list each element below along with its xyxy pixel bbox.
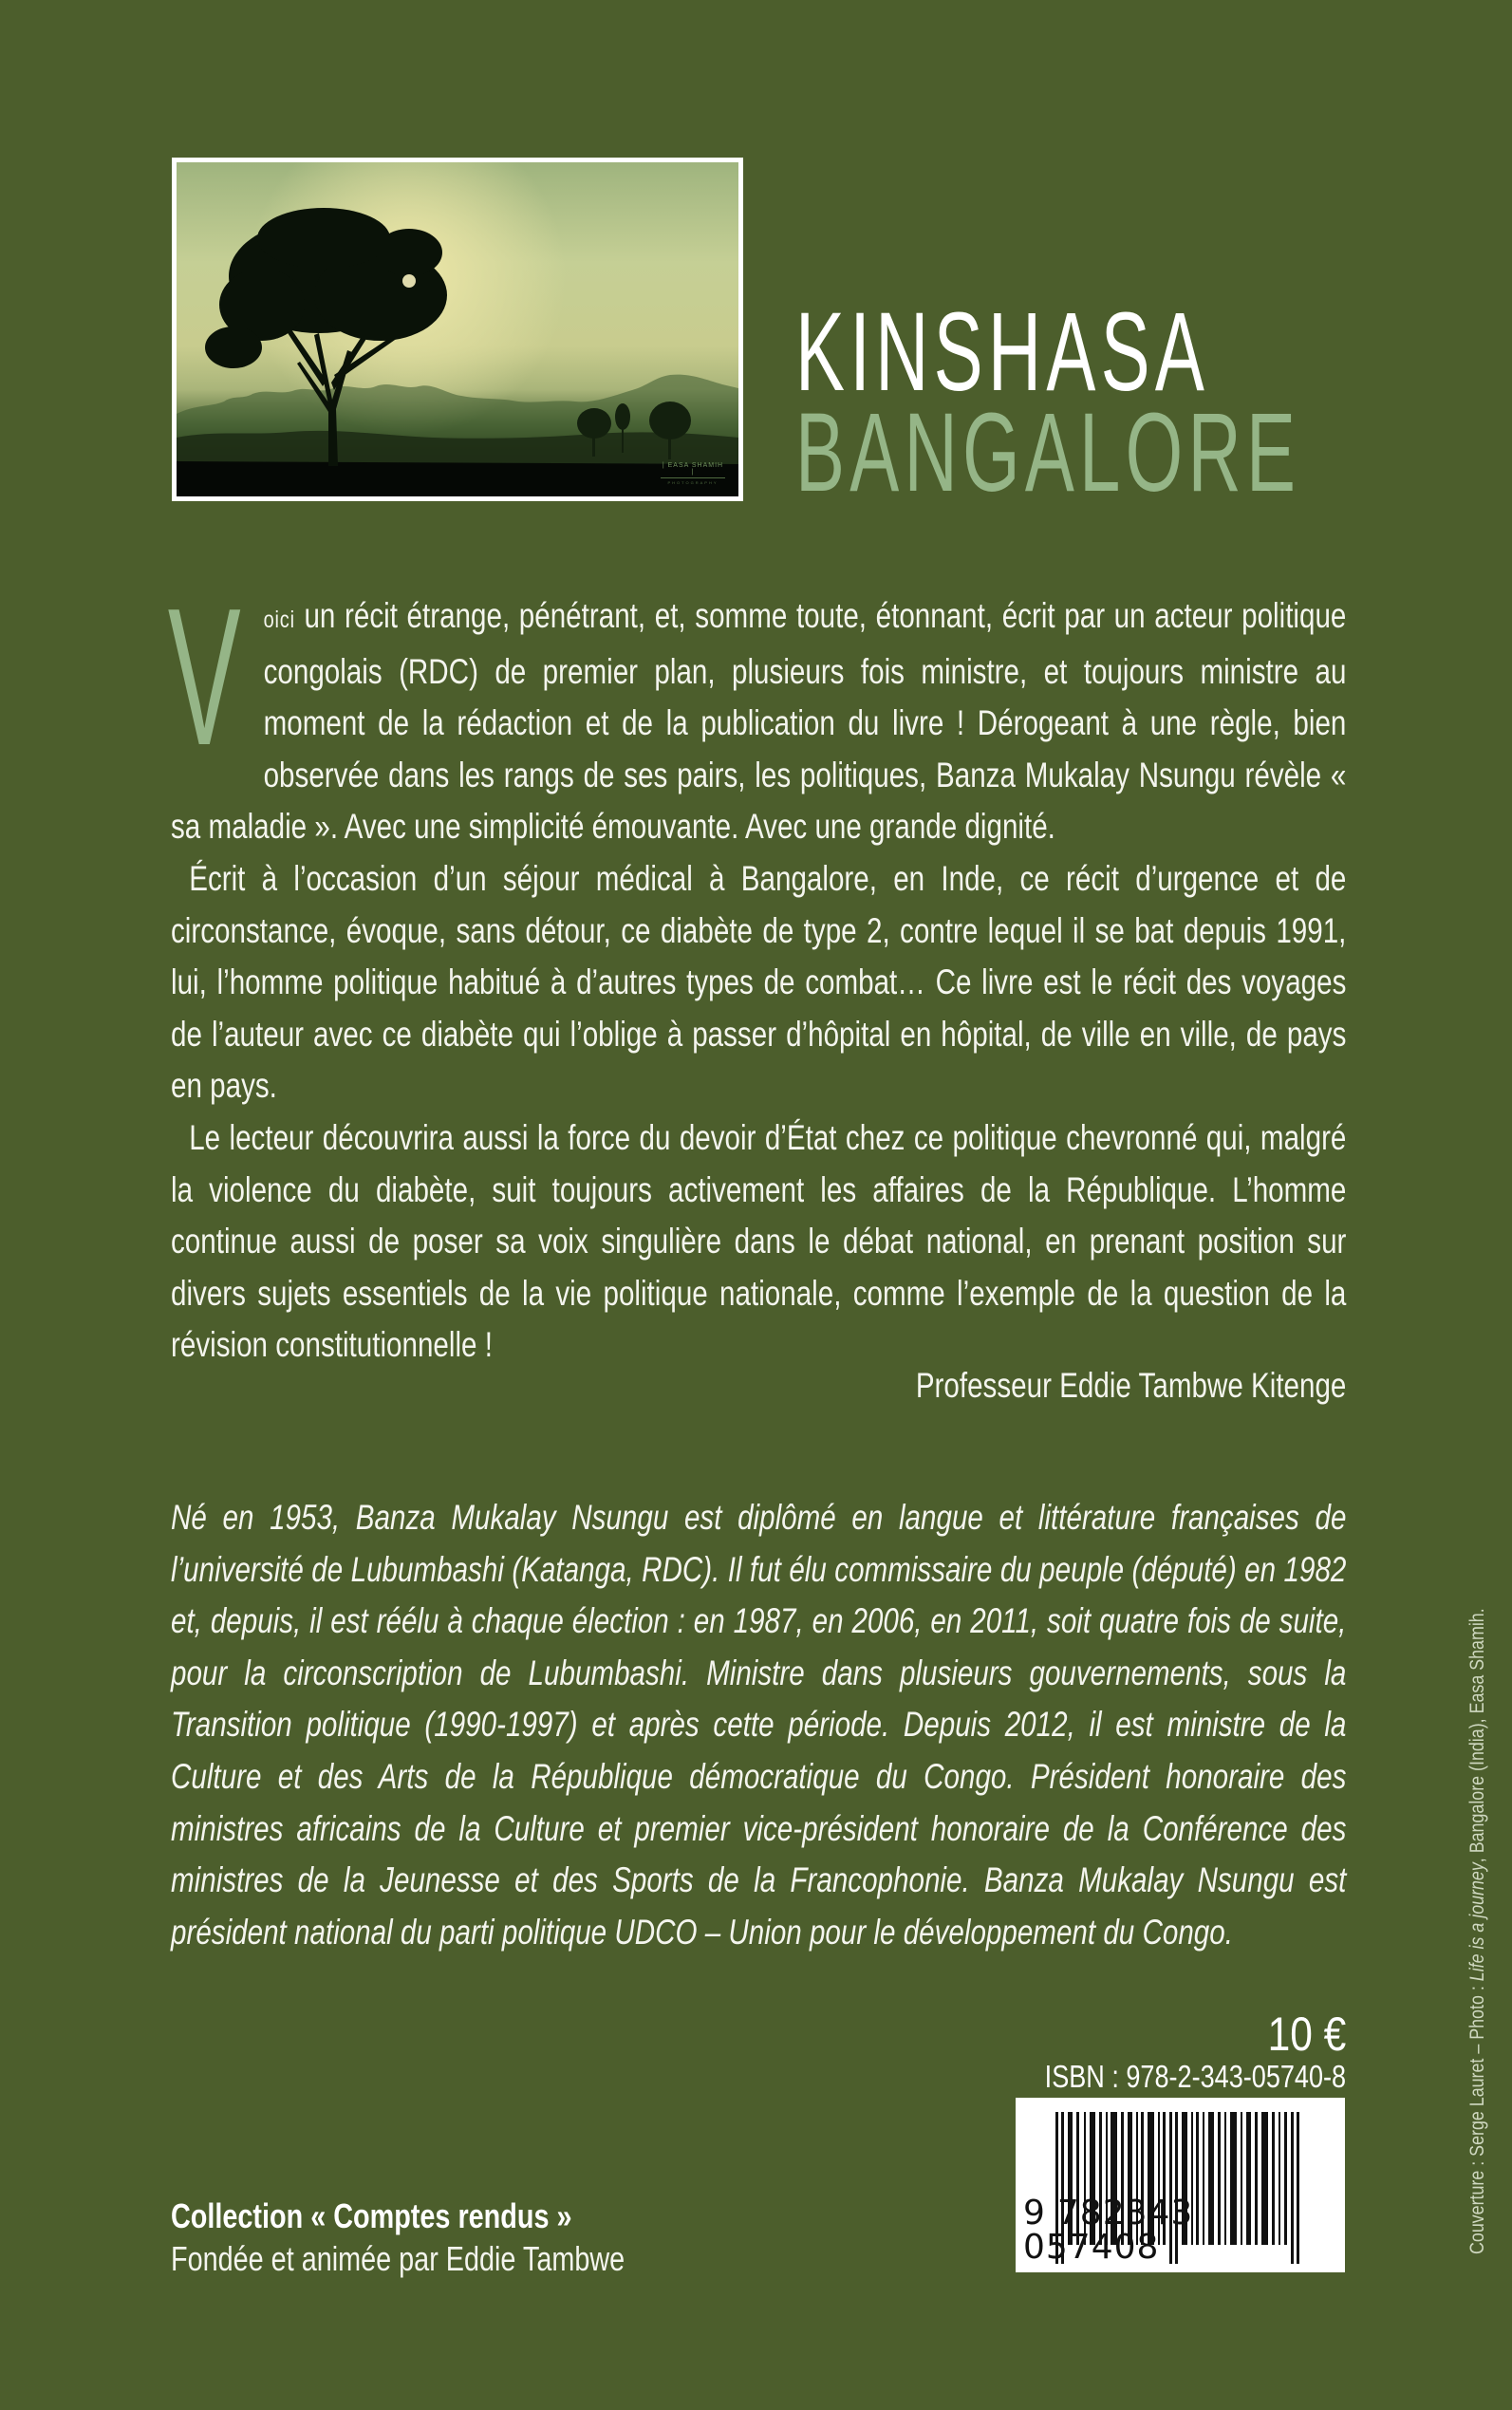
blurb (167, 568, 1347, 1372)
author-bio-text: Né en 1953, Banza Mukalay Nsungu est diplômé en langue et littérature françaises de l’université de Lubumbashi (Katanga, RDC). Il fut élu commissaire du peuple (député) en 1982 et, depuis, il est réélu à chaque élection : en 1987, en 2006, en 2011, soit quatre fois de suite, pour la circonscription de Lubumbashi. Ministre dans plusieurs gouvernements, sous la Transition politique (1990-1997) et après cette période. Depuis 2012, il est ministre de la Culture et des Arts de la République démocratique du Congo. Président honoraire des ministres africains de la Culture et premier vice-président honoraire de la Conférence des ministres de la Jeunesse et des Sports de la Francophonie. Banza Mukalay Nsungu est président national du parti politique UDCO – Union pour le développement du Congo. (171, 1498, 1347, 1952)
author-bio (171, 1492, 1346, 1958)
barcode-digits: 9 782343057408 (1023, 2194, 1194, 2267)
isbn: ISBN : 978-2-343-05740-8 (1044, 2059, 1346, 2094)
collection-info (171, 2195, 778, 2280)
cover-photo-frame (172, 158, 743, 501)
blurb-signature-container (171, 1360, 1346, 1411)
title-line-kinshasa: KINSHASA (795, 290, 1210, 415)
tree-silhouette-illustration (177, 162, 738, 496)
credit-prefix: Couverture : Serge Lauret – Photo : (1466, 1981, 1488, 2254)
blurb-paragraph-1 (167, 568, 1347, 853)
price-isbn-block (949, 2010, 1346, 2096)
title-line-bangalore: BANGALORE (795, 390, 1301, 515)
book-title (795, 290, 1512, 515)
dropcap-letter: V (167, 568, 241, 786)
cover-credit (1466, 1533, 1489, 2254)
photo-watermark: | EASA SHAMIH | PHOTOGRAPHY (662, 462, 724, 485)
blurb-paragraph-3: Le lecteur découvrira aussi la force du devoir d’État chez ce politique chevronné qui, malgré la violence du diabète, suit toujours activement les affaires de la République. L’homme continue aussi de poser sa voix singulière dans le débat national, en prenant position sur divers sujets essentiels de la vie politique nationale, comme l’exemple de la question de la révision constitutionnelle ! (171, 1117, 1347, 1365)
dropcap-smallcaps-word: oici (263, 607, 295, 633)
credit-photo-title: Life is a journey (1466, 1862, 1488, 1982)
blurb-signature: Professeur Eddie Tambwe Kitenge (915, 1366, 1347, 1405)
price: 10 € (1267, 2008, 1346, 2061)
blurb-paragraph-2: Écrit à l’occasion d’un séjour médical à Bangalore, en Inde, ce récit d’urgence et de circonstance, évoque, sans détour, ce diabète de type 2, contre lequel il se bat depuis 1991, lui, l’homme politique habitué à d’autres types de combat… Ce livre est le récit des voyages de l’auteur avec ce diabète qui l’oblige à passer d’hôpital en hôpital, de ville en ville, de pays en pays. (171, 858, 1347, 1106)
credit-suffix: , Bangalore (India), Easa Shamih. (1466, 1608, 1488, 1863)
barcode (1016, 2098, 1345, 2272)
cover-photo (177, 162, 738, 496)
blurb-paragraph-1-text: un récit étrange, pénétrant, et, somme toute, étonnant, écrit par un acteur politique congolais (RDC) de premier plan, plusieurs fois ministre, et toujours ministre au moment de la rédaction et de la publication du livre ! Dérogeant à une règle, bien observée dans les rangs de ses pairs, les politiques, Banza Mukalay Nsungu révèle « sa maladie ». Avec une simplicité émouvante. Avec une grande dignité. (171, 596, 1347, 847)
collection-subtitle: Fondée et animée par Eddie Tambwe (171, 2239, 625, 2278)
collection-title: Collection « Comptes rendus » (171, 2196, 572, 2235)
